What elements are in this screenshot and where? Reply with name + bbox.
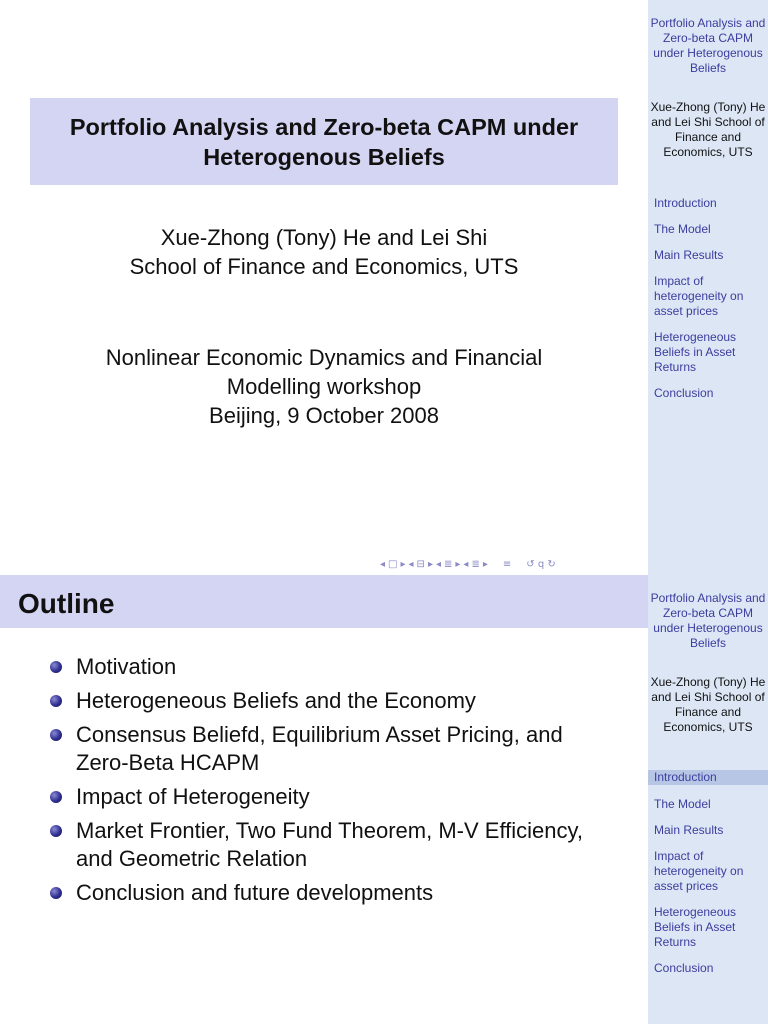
bullet-icon [50,729,62,741]
nav-next-doc-icon[interactable]: ▸ [482,558,488,570]
sidebar-item-model[interactable]: The Model [654,797,711,811]
sidebar-author: Xue-Zhong (Tony) He and Lei Shi School of Finance and Economics, UTS [650,675,766,734]
outline-slide [0,575,768,1024]
frame-title: Outline [18,588,115,619]
nav-next-section-icon[interactable]: ▸ [455,558,461,570]
event-line-3: Beijing, 9 October 2008 [209,403,439,428]
event-line-1: Nonlinear Economic Dynamics and Financial [105,345,543,370]
sidebar-item-main-results[interactable]: Main Results [654,248,724,262]
list-item [50,783,620,811]
bullet-icon [50,825,62,837]
presentation-title: Portfolio Analysis and Zero-beta CAPM under Heterogenous Beliefs [30,98,618,185]
nav-subsection-icon[interactable]: ⊟ [416,558,425,570]
bullet-icon [50,695,62,707]
list-item-text: Impact of Heterogeneity [76,784,310,809]
nav-next-frame-icon[interactable]: ▸ [400,558,406,570]
sidebar-item-introduction-active[interactable]: Introduction [648,770,768,785]
sidebar-item-impact[interactable]: Impact of heterogeneity on asset prices [654,274,744,318]
sidebar-item-conclusion[interactable]: Conclusion [654,961,714,975]
bullet-icon [50,791,62,803]
event-block [0,343,648,430]
authors-line: Xue-Zhong (Tony) He and Lei Shi [160,225,488,250]
nav-section2-icon[interactable]: ≣ [471,558,480,570]
sidebar-item-conclusion[interactable]: Conclusion [654,386,714,400]
frame-title-bar [0,575,648,628]
outline-list [50,653,620,913]
list-item-text: Heterogeneous Beliefs and the Economy [76,688,476,713]
nav-section-icon[interactable]: ≣ [444,558,453,570]
list-item [50,687,620,715]
nav-next-subsection-icon[interactable]: ▸ [427,558,433,570]
sidebar-item-impact[interactable]: Impact of heterogeneity on asset prices [654,849,744,893]
nav-prev-section-icon[interactable]: ◂ [435,558,441,570]
list-item [50,879,620,907]
nav-prev-subsection-icon[interactable]: ◂ [408,558,414,570]
list-item [50,653,620,681]
sidebar-item-model[interactable]: The Model [654,222,711,236]
slide-main-area [0,0,648,575]
list-item-text: Consensus Beliefd, Equilibrium Asset Pricing, and Zero-Beta HCAPM [76,722,563,775]
bullet-icon [50,887,62,899]
sidebar-title[interactable]: Portfolio Analysis and Zero-beta CAPM under Heterogenous Beliefs [650,591,766,650]
sidebar-title[interactable]: Portfolio Analysis and Zero-beta CAPM under Heterogenous Beliefs [650,16,766,75]
author-block [0,223,648,281]
sidebar-item-main-results[interactable]: Main Results [654,823,724,837]
list-item [50,721,620,777]
event-line-2: Modelling workshop [226,374,422,399]
nav-frame-icon[interactable]: □ [388,558,398,570]
sidebar-item-heterogeneous-beliefs[interactable]: Heterogeneous Beliefs in Asset Returns [654,905,737,949]
list-item [50,817,620,873]
sidebar-author: Xue-Zhong (Tony) He and Lei Shi School of Finance and Economics, UTS [650,100,766,159]
nav-prev-frame-icon[interactable]: ◂ [380,558,386,570]
list-item-text: Conclusion and future developments [76,880,434,905]
sidebar-item-introduction[interactable]: Introduction [654,196,717,210]
slide-main-area [0,575,648,1024]
nav-search-icon[interactable]: ↺ q ↻ [526,558,556,570]
list-item-text: Market Frontier, Two Fund Theorem, M-V Efficiency, and Geometric Relation [76,818,583,871]
bullet-icon [50,661,62,673]
nav-prev-doc-icon[interactable]: ◂ [463,558,469,570]
list-item-text: Motivation [76,654,177,679]
sidebar-item-heterogeneous-beliefs[interactable]: Heterogeneous Beliefs in Asset Returns [654,330,737,374]
affiliation-line: School of Finance and Economics, UTS [129,254,519,279]
beamer-navigation-bar [380,557,642,571]
nav-document-icon[interactable]: ≡ [502,558,512,570]
